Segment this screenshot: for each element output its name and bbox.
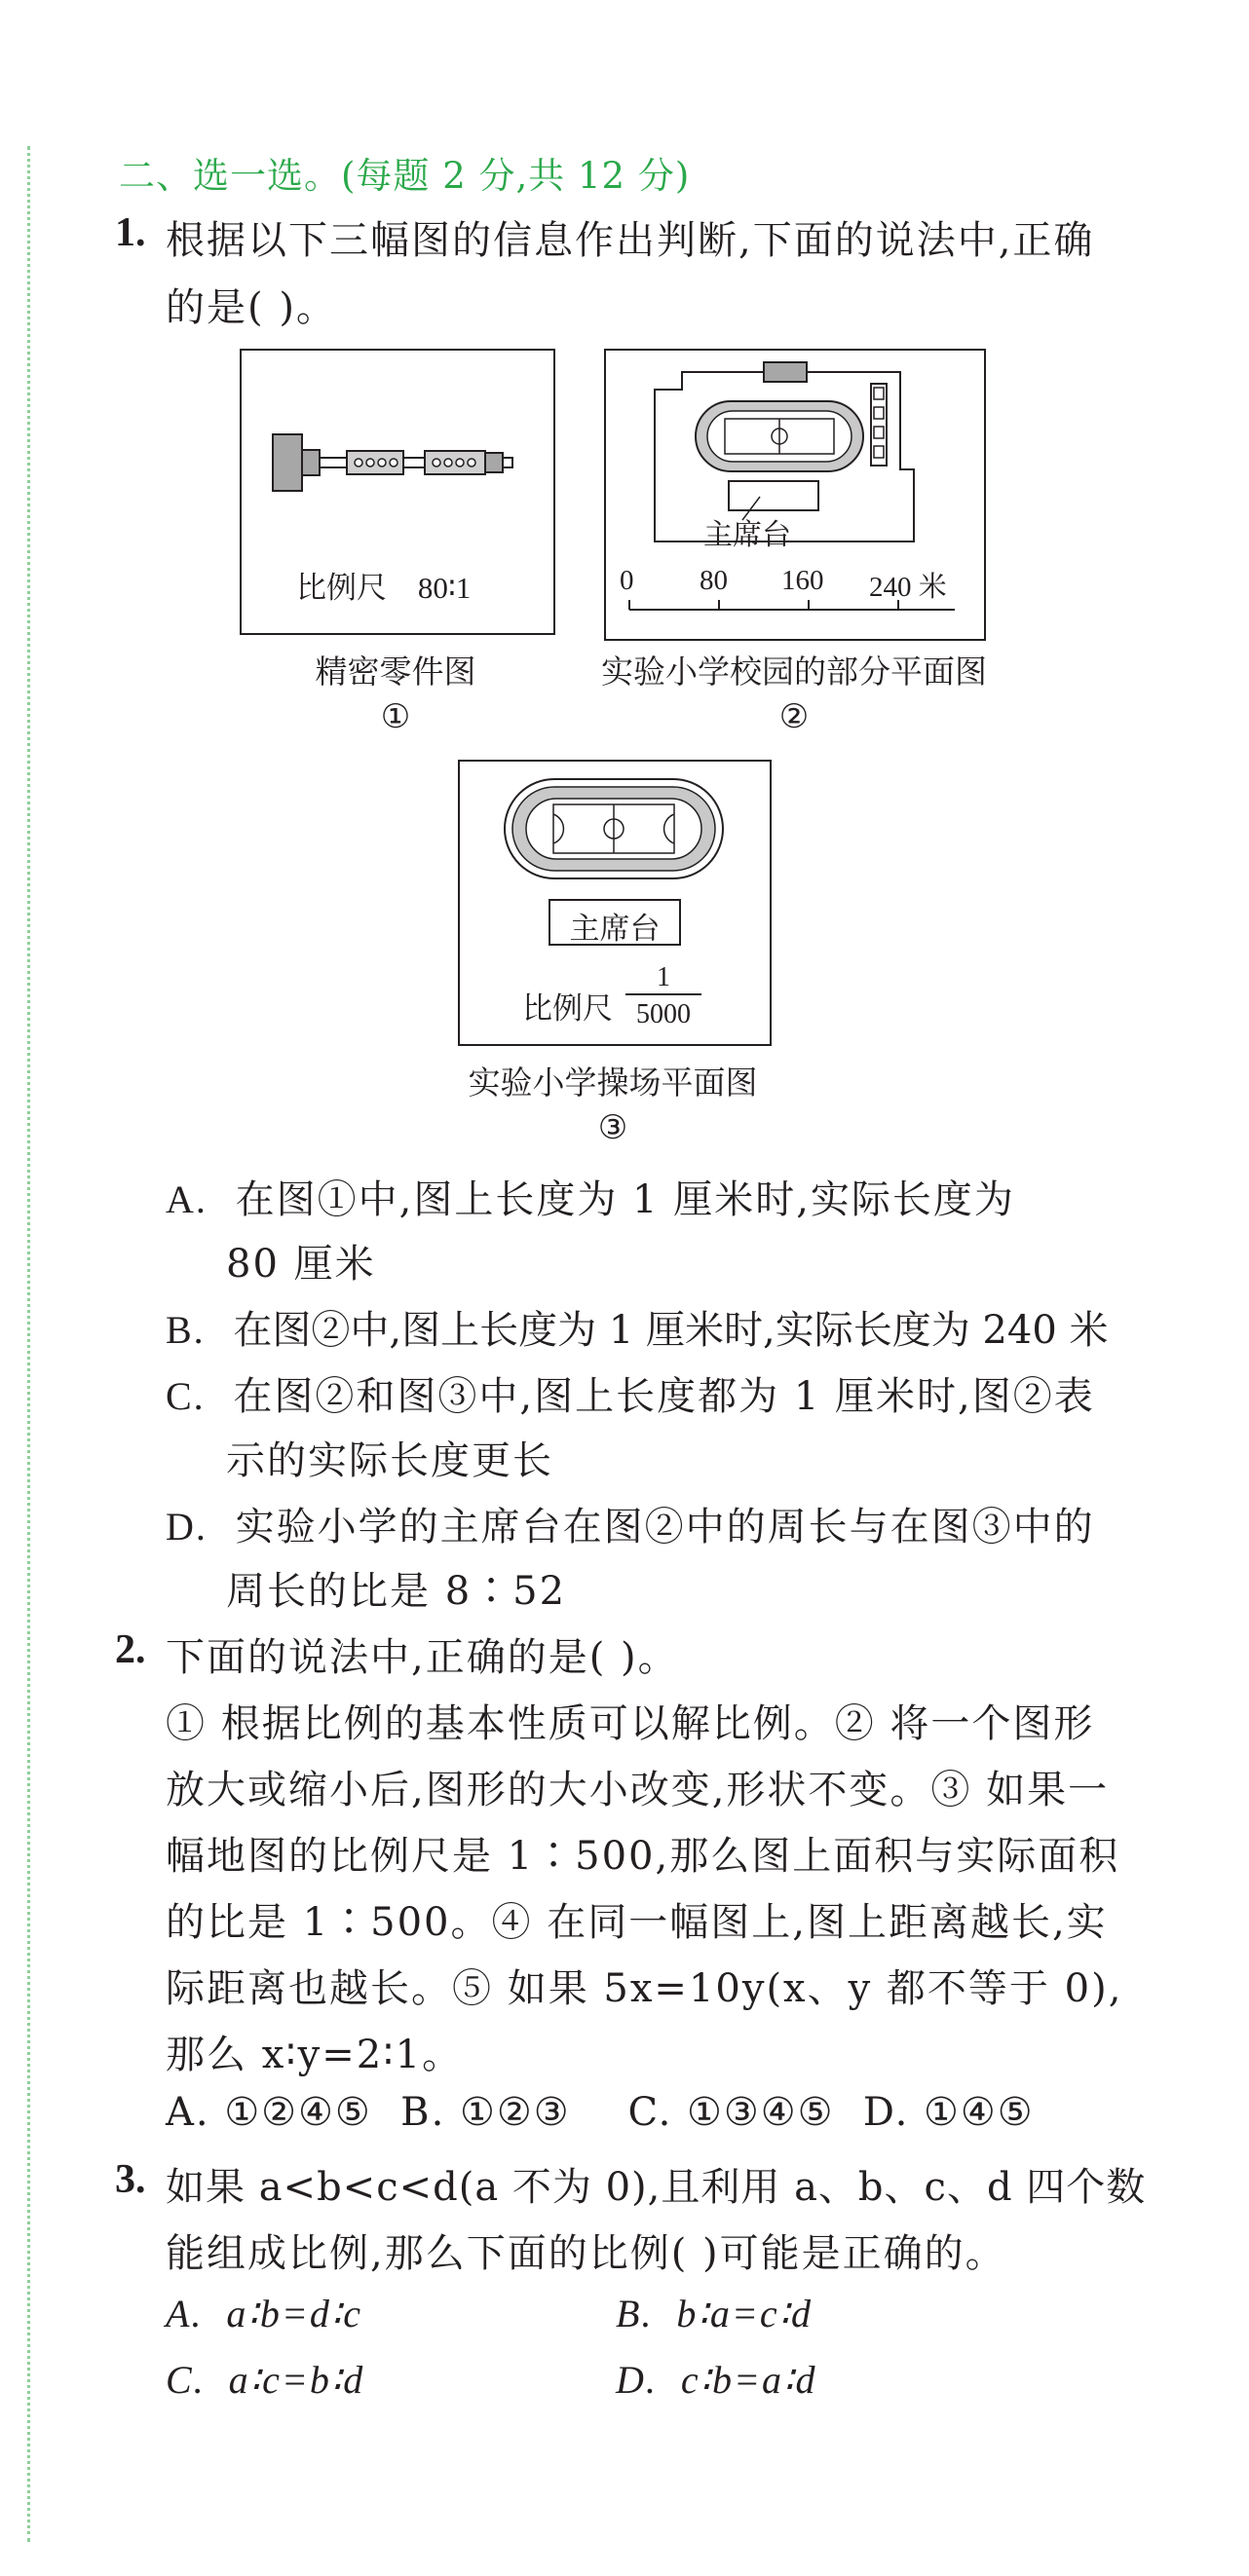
figure-2-index: ② [778, 697, 810, 736]
figure-2-caption: 实验小学校园的部分平面图 [601, 653, 987, 691]
option-a-letter: A. [166, 1177, 208, 1221]
figure-3-scale-numerator: 1 [625, 962, 701, 995]
figure-1-scale-label: 比例尺 [296, 571, 387, 606]
figure-1-index: ① [380, 697, 411, 736]
question-1-option-a-line2: 80 厘米 [226, 1242, 376, 1287]
question-2-body-line5: 际距离也越长。⑤ 如果 5x=10y(x、y 都不等于 0), [166, 1966, 1123, 2011]
question-3-stem-line1: 如果 a<b<c<d(a 不为 0),且利用 a、b、c、d 四个数 [166, 2165, 1147, 2210]
figure-3-scale-label: 比例尺 [522, 991, 613, 1027]
question-2-options[interactable]: A. ①②④⑤ B. ①②③ C. ①③④⑤ D. ①④⑤ [166, 2090, 1035, 2135]
question-2-body-line1: ① 根据比例的基本性质可以解比例。② 将一个图形 [166, 1701, 1095, 1746]
option-d-letter: D. [166, 1505, 208, 1549]
question-2-body-line2: 放大或缩小后,图形的大小改变,形状不变。③ 如果一 [166, 1768, 1110, 1812]
question-3-option-d[interactable]: D. c∶b=a∶d [616, 2358, 817, 2402]
question-2-body-line3: 幅地图的比例尺是 1∶500,那么图上面积与实际面积 [166, 1834, 1120, 1879]
option-d-text: 实验小学的主席台在图②中的周长与在图③中的 [235, 1505, 1095, 1549]
question-3-option-b[interactable]: B. b∶a=c∶d [616, 2292, 813, 2335]
option-b-letter: B. [166, 1308, 206, 1352]
question-3-option-c[interactable]: C. a∶c=b∶d [166, 2358, 365, 2402]
figure-1-precision-part [240, 349, 555, 635]
question-1-stem-line2: 的是( )。 [166, 285, 337, 330]
margin-dotted-line [27, 146, 30, 2542]
figure-2-tick-160: 160 [781, 565, 824, 596]
question-1-option-c-line2: 示的实际长度更长 [226, 1438, 553, 1483]
section-title: 二、选一选。(每题 2 分,共 12 分) [119, 155, 691, 197]
question-2-number: 2. [115, 1627, 146, 1672]
figure-2-stand-label: 主席台 [703, 518, 791, 552]
question-3-stem-line2: 能组成比例,那么下面的比例( )可能是正确的。 [166, 2231, 1006, 2276]
question-1-option-a[interactable] [166, 1169, 1015, 1224]
question-2-body-line4: 的比是 1∶500。④ 在同一幅图上,图上距离越长,实 [166, 1900, 1108, 1945]
figure-1-caption: 精密零件图 [315, 653, 476, 691]
figure-2-tick-80: 80 [700, 565, 728, 596]
question-1-option-b[interactable] [166, 1299, 1109, 1355]
option-c-letter: C. [166, 1374, 206, 1418]
figure-3-stand-label: 主席台 [569, 912, 661, 947]
playground-plan-drawing [460, 762, 770, 1044]
figure-3-caption: 实验小学操场平面图 [468, 1064, 758, 1101]
question-1-option-c[interactable] [166, 1365, 1095, 1421]
question-1-stem-line1: 根据以下三幅图的信息作出判断,下面的说法中,正确 [166, 218, 1095, 263]
question-2-stem: 下面的说法中,正确的是( )。 [166, 1635, 679, 1680]
figure-3-playground-plan [458, 760, 772, 1046]
option-b-text: 在图②中,图上长度为 1 厘米时,实际长度为 240 米 [233, 1308, 1109, 1353]
question-3-option-a[interactable]: A. a∶b=d∶c [166, 2292, 362, 2335]
question-3-number: 3. [115, 2157, 146, 2202]
figure-1-scale-value: 80∶1 [417, 571, 472, 605]
question-1-number: 1. [115, 210, 146, 255]
option-a-text: 在图①中,图上长度为 1 厘米时,实际长度为 [235, 1177, 1015, 1222]
figure-3-index: ③ [597, 1108, 628, 1147]
figure-2-campus-plan [604, 349, 986, 641]
question-1-option-d-line2: 周长的比是 8∶52 [226, 1569, 567, 1614]
figure-3-scale-denominator: 5000 [636, 999, 691, 1029]
question-2-body-line6: 那么 x∶y=2∶1。 [166, 2033, 464, 2077]
figure-2-tick-240: 240 米 [869, 572, 947, 603]
figure-2-tick-0: 0 [620, 565, 634, 596]
option-c-text: 在图②和图③中,图上长度都为 1 厘米时,图②表 [233, 1374, 1095, 1419]
question-1-option-d[interactable] [166, 1496, 1095, 1551]
